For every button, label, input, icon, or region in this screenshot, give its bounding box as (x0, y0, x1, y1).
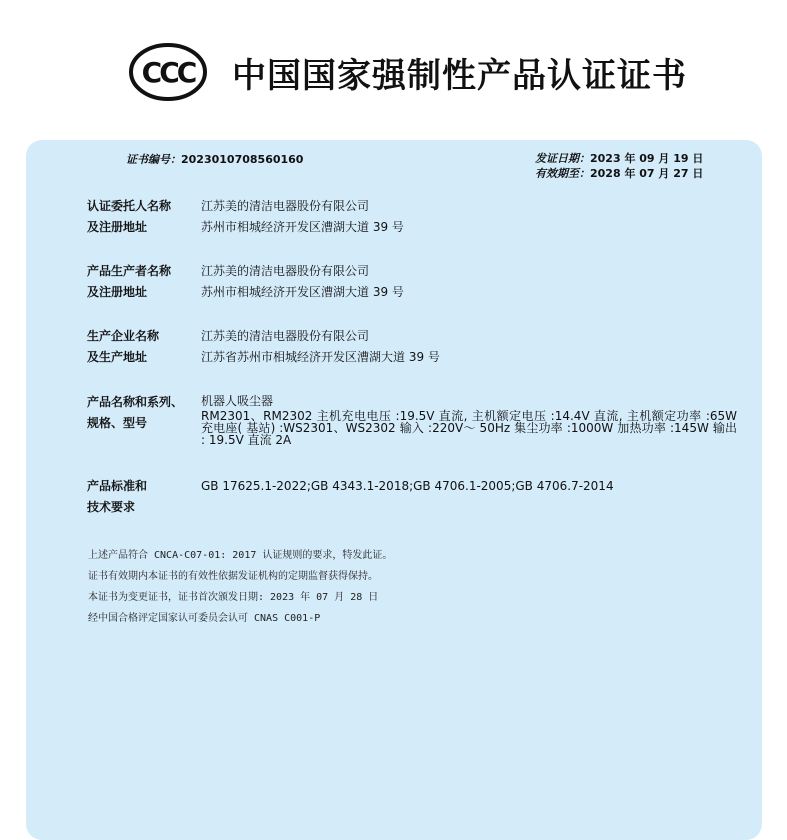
applicant-address: 苏州市相城经济开发区漕湖大道 39 号 (201, 220, 404, 234)
factory-label-line1: 生产企业名称 (87, 329, 160, 343)
product-label-line2: 规格、型号 (87, 416, 148, 430)
expire-date-label: 有效期至： (535, 167, 590, 180)
cert-no-value: 2023010708560160 (181, 153, 304, 166)
certificate-header (0, 30, 787, 120)
issue-date-value: 2023 年 09 月 19 日 (590, 152, 704, 165)
ccc-logo-text: CCC (141, 56, 195, 89)
manufacturer-address: 苏州市相城经济开发区漕湖大道 39 号 (201, 285, 404, 299)
product-name: 机器人吸尘器 (201, 394, 274, 408)
applicant-name: 江苏美的清洁电器股份有限公司 (201, 199, 370, 213)
note-line: 证书有效期内本证书的有效性依据发证机构的定期监督获得保持。 (88, 571, 378, 582)
standards-label-line2: 技术要求 (87, 500, 136, 514)
manufacturer-label-line2: 及注册地址 (87, 285, 148, 299)
issue-date-label: 发证日期： (535, 152, 590, 165)
manufacturer-label (87, 261, 197, 303)
note-line: 本证书为变更证书，证书首次颁发日期: 2023 年 07 月 28 日 (88, 592, 379, 603)
certificate-notes (88, 545, 392, 629)
expire-date-value: 2028 年 07 月 27 日 (590, 167, 704, 180)
manufacturer-name: 江苏美的清洁电器股份有限公司 (201, 264, 370, 278)
product-spec: RM2301、RM2302 主机充电电压 :19.5V 直流, 主机额定电压 :14.4V 直流, 主机额定功率 :65W 充电座( 基站) :WS2301、WS2302 输入 :220V～ 50Hz 集尘功率 :1000W 加热功率 :145W 输出 : 19.5V 直流 2A (201, 409, 737, 447)
factory-address: 江苏省苏州市相城经济开发区漕湖大道 39 号 (201, 350, 440, 364)
certificate-dates (535, 151, 703, 181)
note-line: 经中国合格评定国家认可委员会认可 CNAS C001-P (88, 613, 321, 624)
cert-no-label: 证书编号： (126, 153, 181, 166)
standards-text: GB 17625.1-2022;GB 4343.1-2018;GB 4706.1-2005;GB 4706.7-2014 (201, 479, 614, 493)
certificate-title: 中国国家强制性产品认证证书 (232, 56, 687, 96)
applicant-value (201, 196, 737, 238)
standards-value (201, 476, 737, 497)
expire-date (535, 166, 703, 181)
product-label-line1: 产品名称和系列、 (87, 395, 184, 409)
applicant-label-line1: 认证委托人名称 (87, 199, 172, 213)
applicant-label (87, 196, 197, 238)
factory-label-line2: 及生产地址 (87, 350, 148, 364)
factory-label (87, 326, 197, 368)
factory-value (201, 326, 737, 368)
standards-label-line1: 产品标准和 (87, 479, 148, 493)
factory-name: 江苏美的清洁电器股份有限公司 (201, 329, 370, 343)
issue-date (535, 151, 703, 166)
manufacturer-label-line1: 产品生产者名称 (87, 264, 172, 278)
product-label (87, 392, 197, 434)
note-line: 上述产品符合 CNCA-C07-01: 2017 认证规则的要求，特发此证。 (88, 550, 393, 561)
ccc-logo (128, 42, 208, 102)
product-value (201, 392, 737, 446)
certificate-number (126, 151, 303, 167)
applicant-label-line2: 及注册地址 (87, 220, 148, 234)
manufacturer-value (201, 261, 737, 303)
standards-label (87, 476, 197, 518)
